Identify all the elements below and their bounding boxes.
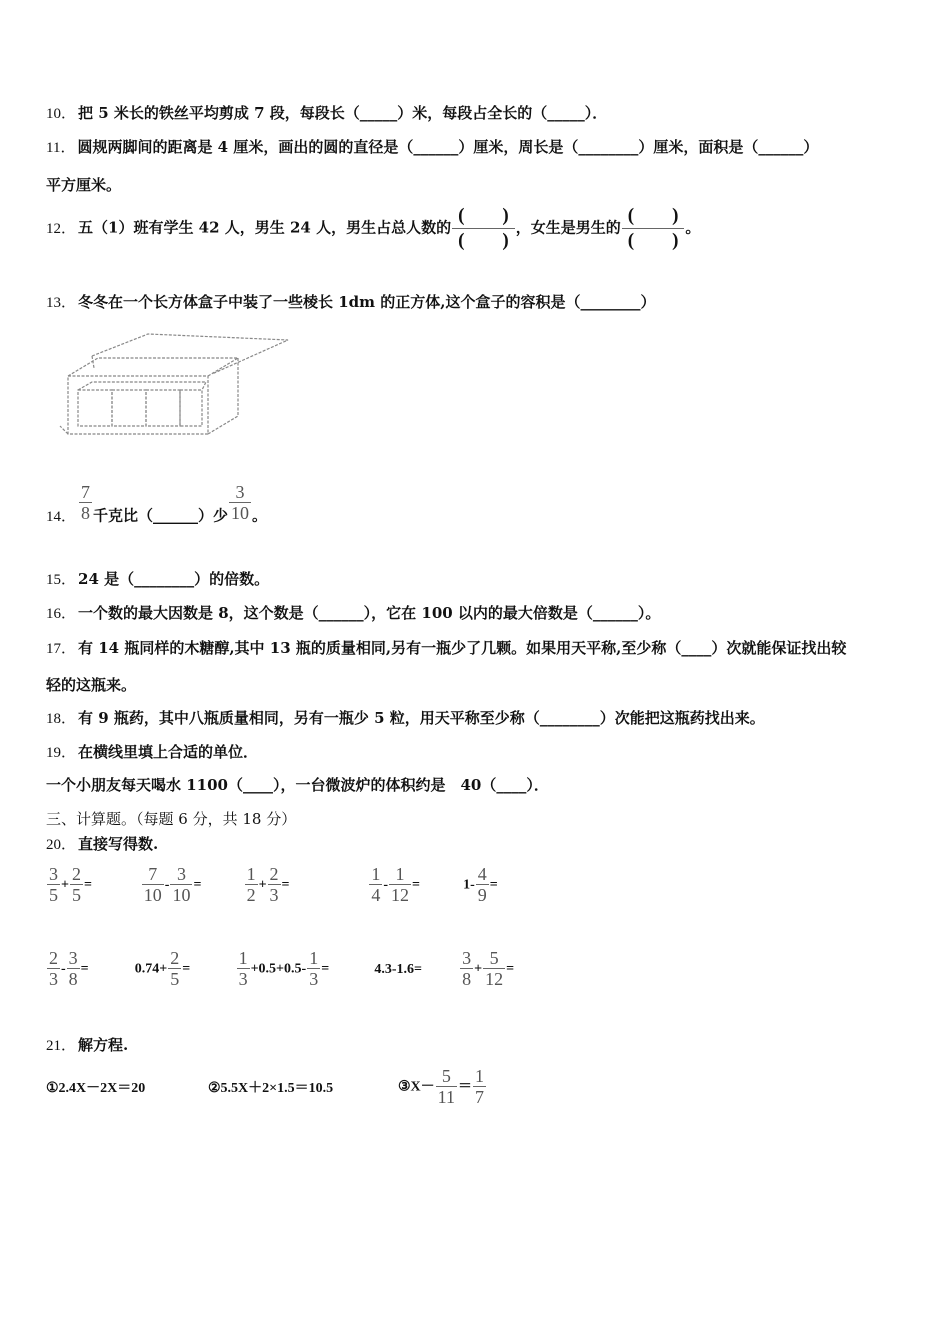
question-number: 11． (46, 140, 76, 156)
question-text: 冬冬在一个长方体盒子中装了一些棱长 1dm 的正方体,这个盒子的容积是（________） (78, 293, 656, 311)
question-13 (46, 291, 655, 312)
calc-expression: 0.74+ $\frac{2}{5}$ = (134, 948, 191, 989)
question-text: 有 14 瓶同样的木糖醇,其中 13 瓶的质量相同,另有一瓶少了几颗。如果用天平称,至少称（____）次就能保证找出较 (78, 639, 847, 657)
box-figure (56, 326, 296, 441)
question-20 (46, 833, 158, 854)
question-17 (46, 637, 846, 658)
equations-row (46, 1066, 487, 1107)
question-10 (46, 102, 607, 123)
question-text: 一个数的最大因数是 8，这个数是（______），它在 100 以内的最大倍数是（______）。 (78, 604, 661, 622)
calc-expression: $\frac{3}{8}$ + $\frac{5}{12}$ = (462, 948, 515, 989)
question-19 (46, 741, 258, 762)
question-number: 14． (46, 508, 77, 525)
calc-expression: $\frac{7}{10}$ - $\frac{3}{10}$ = (143, 864, 202, 905)
question-11-cont (46, 174, 121, 195)
calc-expression: $\frac{3}{5}$ + $\frac{2}{5}$ = (49, 864, 92, 905)
question-text: 圆规两脚间的距离是 4 厘米，画出的圆的直径是（______）厘米，周长是（________）厘米，面积是（______） (77, 138, 819, 156)
question-text: 轻的这瓶来。 (46, 676, 137, 694)
equation-1: ①2.4X－2X＝20 (46, 1080, 146, 1096)
calc-row-1 (46, 864, 498, 905)
question-16 (46, 602, 660, 623)
question-text: 一个小朋友每天喝水 1100（____），一台微波炉的体积约是 40（____）． (46, 776, 549, 794)
question-12: 12． 五（1）班有学生 42 人，男生 24 人，男生占总人数的 $\frac{( )}{( )}$ ，女生是男生的 $\frac{( )}{( )}$ 。 (46, 205, 701, 251)
equation-3: ③X－ $\frac{5}{11}$ ＝ $\frac{1}{7}$ (398, 1066, 485, 1107)
question-number: 17． (46, 641, 77, 657)
question-number: 12． (46, 220, 77, 237)
equation-2: ②5.5X＋2×1.5＝10.5 (208, 1080, 334, 1096)
question-text: 在横线里填上合适的单位． (78, 743, 259, 761)
question-19-line2 (46, 774, 549, 795)
question-21 (46, 1034, 128, 1055)
question-text: 解方程. (78, 1036, 129, 1054)
question-18 (46, 707, 765, 728)
calc-expression: 1- $\frac{4}{9}$ = (463, 864, 498, 905)
calc-expression: $\frac{1}{3}$ +0.5+0.5- $\frac{1}{3}$ = (238, 948, 330, 989)
fraction-blank: $\frac{( )}{( )}$ (622, 204, 685, 253)
question-14: 14． $\frac{7}{8}$ 千克比（______）少 $\frac{3}{10}$ 。 (46, 482, 268, 525)
question-number: 20． (46, 837, 77, 853)
question-15 (46, 568, 269, 589)
question-number: 15． (46, 572, 77, 588)
question-number: 13． (46, 295, 77, 311)
calc-expression: $\frac{1}{4}$ - $\frac{1}{12}$ = (371, 864, 420, 905)
calc-expression: $\frac{1}{2}$ + $\frac{2}{3}$ = (246, 864, 290, 905)
question-number: 21． (46, 1038, 77, 1054)
fraction-three-tenths: $\frac{3}{10}$ (231, 482, 250, 523)
question-number: 18． (46, 711, 77, 727)
question-17-cont (46, 674, 136, 695)
question-number: 19． (46, 745, 77, 761)
fraction-seven-eighths: $\frac{7}{8}$ (81, 482, 91, 523)
question-text: 把 5 米长的铁丝平均剪成 7 段，每段长（_____）米，每段占全长的（_____）． (78, 104, 608, 122)
fraction-blank: $\frac{( )}{( )}$ (452, 204, 515, 253)
question-number: 10． (46, 106, 77, 122)
calc-row-2 (46, 948, 514, 989)
question-number: 16． (46, 606, 77, 622)
question-11 (46, 136, 818, 157)
question-text: 有 9 瓶药，其中八瓶质量相同，另有一瓶少 5 粒，用天平称至少称（________）次能把这瓶药找出来。 (78, 709, 765, 727)
section-heading: 三、计算题。（每题 6 分，共 18 分） (46, 810, 297, 828)
question-text: 五（1）班有学生 42 人，男生 24 人，男生占总人数的 (78, 218, 452, 237)
question-text: 直接写得数. (78, 835, 159, 853)
question-text: 24 是（________）的倍数。 (78, 570, 270, 588)
calc-expression: 4.3-1.6= (374, 961, 422, 977)
calc-expression: $\frac{2}{3}$ - $\frac{3}{8}$ = (49, 948, 89, 989)
question-text: 平方厘米。 (46, 176, 122, 194)
